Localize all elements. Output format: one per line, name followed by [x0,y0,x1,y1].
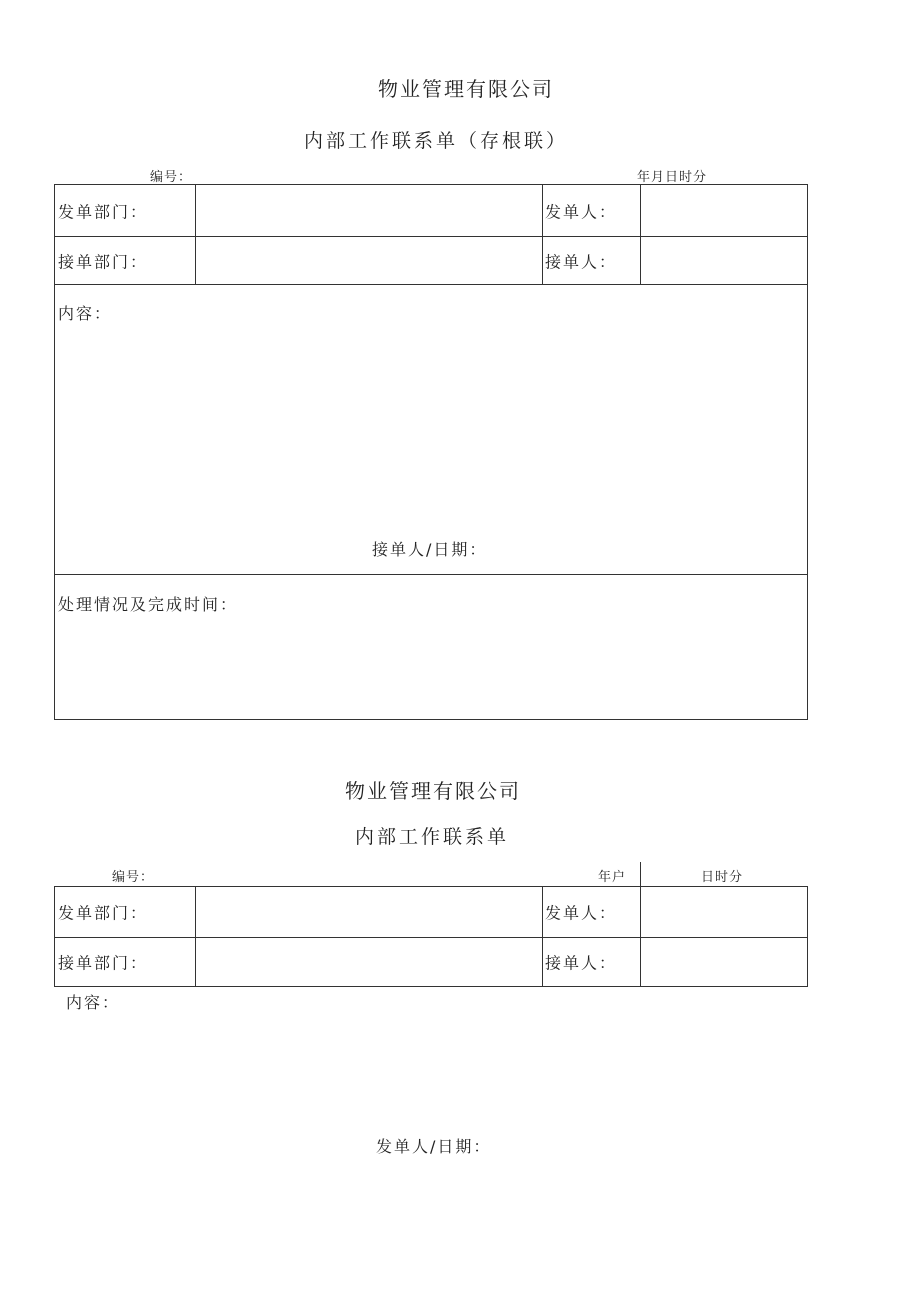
stub-recv-dept-field[interactable] [196,237,542,284]
stub-handling-label: 处理情况及完成时间： [58,595,239,614]
slip-datetime-label: 日时分 [701,870,744,885]
stub-form-title: 内部工作联系单（存根联） [304,130,569,152]
slip-header-divider [640,862,641,886]
divider [542,887,543,937]
stub-company-name: 物业管理有限公司 [378,77,554,101]
stub-recv-dept-label: 接单部门： [58,252,149,271]
stub-row-content[interactable] [55,284,807,574]
stub-row-handling[interactable] [55,574,807,719]
slip-row-send [55,887,807,937]
stub-form-table [54,184,808,720]
stub-datetime-label: 年月日时分 [637,170,708,185]
stub-content-label: 内容： [58,304,113,323]
slip-recv-dept-field[interactable] [196,938,542,986]
stub-number-label: 编号： [150,170,193,185]
stub-sender-label: 发单人： [545,202,618,221]
slip-content-label: 内容： [66,993,121,1012]
stub-receiver-date-label: 接单人/日期： [372,540,488,559]
stub-sender-field[interactable] [641,185,807,236]
stub-send-dept-field[interactable] [196,185,542,236]
slip-sender-field[interactable] [641,887,807,937]
stub-row-send [55,185,807,236]
divider [542,185,543,236]
slip-receiver-field[interactable] [641,938,807,986]
stub-receiver-field[interactable] [641,237,807,284]
slip-recv-dept-label: 接单部门： [58,953,149,973]
slip-sender-label: 发单人： [545,903,618,923]
divider [542,938,543,986]
slip-sender-date-label: 发单人/日期： [376,1137,492,1156]
slip-number-label: 编号： [112,870,155,885]
divider [542,237,543,284]
stub-send-dept-label: 发单部门： [58,202,149,221]
stub-row-receive [55,236,807,284]
slip-company-name: 物业管理有限公司 [345,779,521,803]
slip-send-dept-field[interactable] [196,887,542,937]
slip-row-receive [55,937,807,986]
slip-form-title: 内部工作联系单 [355,826,510,848]
slip-year-label: 年户 [598,870,627,885]
slip-content-area[interactable] [54,1015,808,1125]
slip-form-table [54,886,808,987]
stub-receiver-label: 接单人： [545,252,618,271]
slip-receiver-label: 接单人： [545,953,618,973]
slip-send-dept-label: 发单部门： [58,903,149,923]
